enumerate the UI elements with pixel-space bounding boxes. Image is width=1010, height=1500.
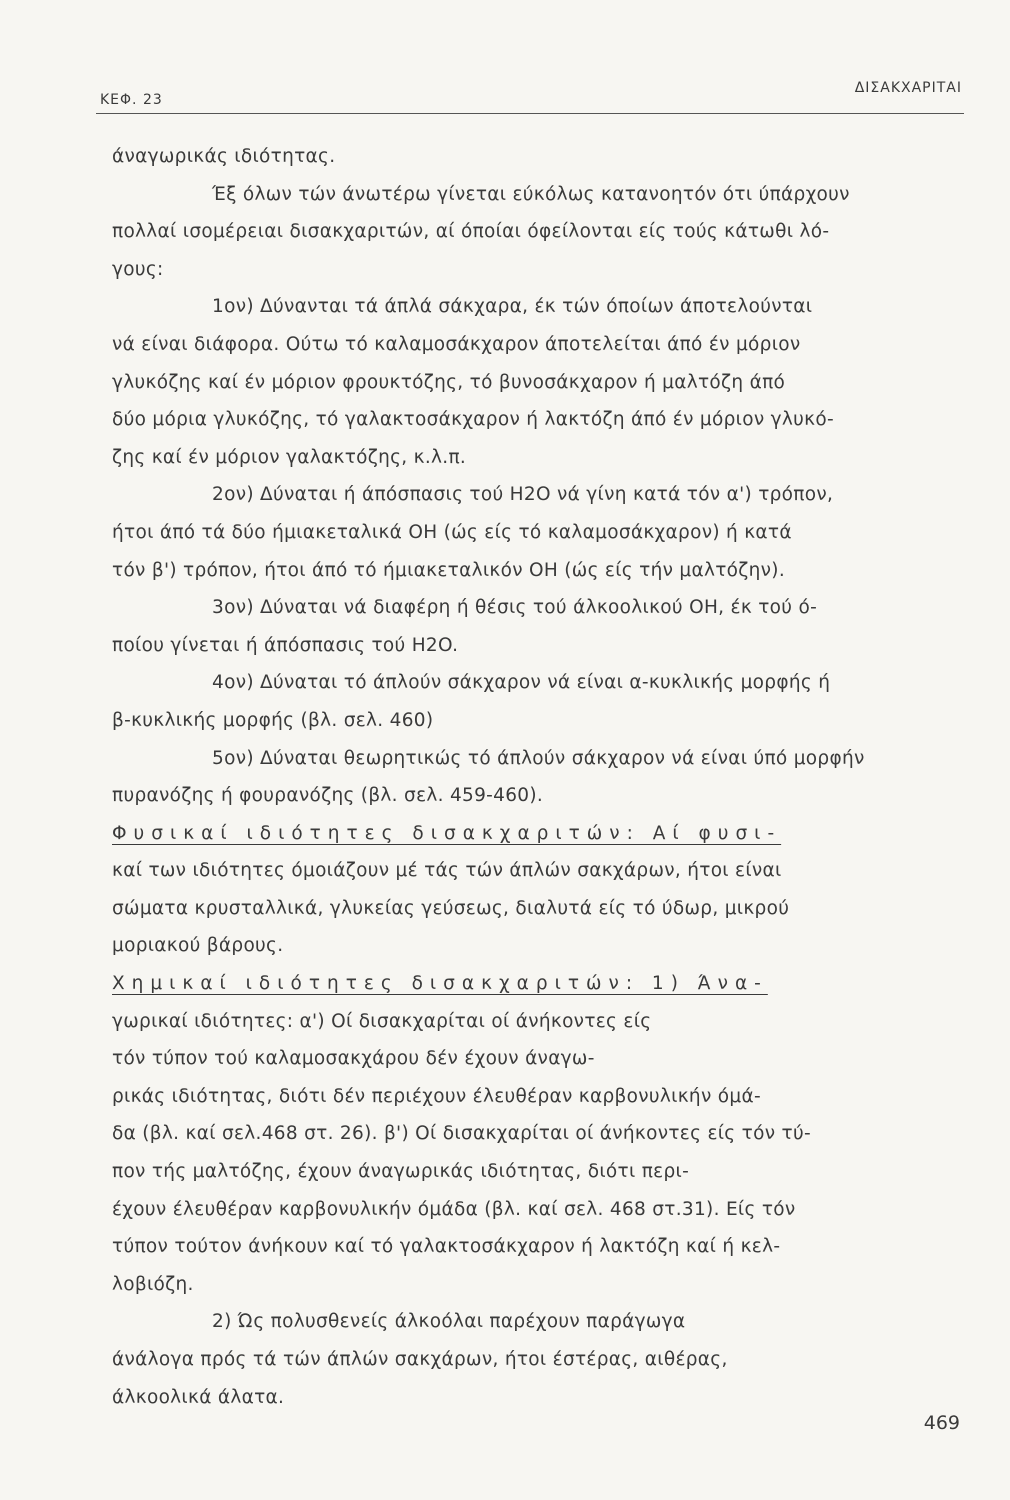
text-line: καί των ιδιότητες όμοιάζουν μέ τάς τών άπλών σακχάρων, ήτοι είναι: [112, 860, 782, 882]
text-line: άνάλογα πρός τά τών άπλών σακχάρων, ήτοι έστέρας, αιθέρας,: [112, 1349, 728, 1370]
text-line: ήτοι άπό τά δύο ήμιακεταλικά OH (ώς είς τό καλαμοσάκχαρον) ή κατά: [112, 521, 792, 543]
text-line: 4ον) Δύναται τό άπλούν σάκχαρον νά είναι α-κυκλικής μορφής ή: [212, 672, 831, 694]
text-line: γους:: [112, 258, 164, 280]
text-line: πυρανόζης ή φουρανόζης (βλ. σελ. 459-460).: [112, 785, 544, 807]
text-line: γλυκόζης καί έν μόριον φρουκτόζης, τό βυνοσάκχαρον ή μαλτόζη άπό: [112, 371, 786, 393]
text-line: άλκοολικά άλατα.: [112, 1386, 285, 1408]
text-line: νά είναι διάφορα. Ούτω τό καλαμοσάκχαρον άποτελείται άπό έν μόριον: [112, 333, 801, 355]
text-line: δύο μόρια γλυκόζης, τό γαλακτοσάκχαρον ή λακτόζη άπό έν μόριον γλυκό-: [112, 409, 834, 431]
text-line: 5ον) Δύναται θεωρητικώς τό άπλούν σάκχαρον νά είναι ύπό μορφήν: [212, 747, 865, 769]
text-line: ζης καί έν μόριον γαλακτόζης, κ.λ.π.: [112, 446, 467, 468]
text-line: γωρικαί ιδιότητες: α') Οί δισακχαρίται οί άνήκοντες είς: [112, 1010, 652, 1032]
text-line: τύπον τούτον άνήκουν καί τό γαλακτοσάκχαρον ή λακτόζη καί ή κελ-: [112, 1236, 781, 1258]
text-line: β-κυκλικής μορφής (βλ. σελ. 460): [112, 709, 434, 731]
text-line: Έξ όλων τών άνωτέρω γίνεται εύκόλως κατανοητόν ότι ύπάρχουν: [212, 183, 850, 205]
section-heading: Χημικαί ιδιότητες δισακχαριτών: 1) Άνα-: [112, 973, 768, 995]
text-line: τόν β') τρόπον, ήτοι άπό τό ήμιακεταλικόν OH (ώς είς τήν μαλτόζην).: [112, 559, 786, 581]
text-line: σώματα κρυσταλλικά, γλυκείας γεύσεως, διαλυτά είς τό ύδωρ, μικρού: [112, 897, 790, 919]
running-title: ΔΙΣΑΚΧΑΡΙΤΑΙ: [854, 80, 962, 96]
text-line: δα (βλ. καί σελ.468 στ. 26). β') Οί δισακχαρίται οί άνήκοντες είς τόν τύ-: [112, 1123, 811, 1145]
chapter-label: ΚΕΦ. 23: [100, 92, 163, 108]
page-number: 469: [923, 1412, 960, 1434]
text-line: άναγωρικάς ιδιότητας.: [112, 146, 336, 167]
text-line: λοβιόζη.: [112, 1273, 194, 1295]
text-line: 1ον) Δύνανται τά άπλά σάκχαρα, έκ τών όποίων άποτελούνται: [212, 296, 813, 318]
text-line: ποίου γίνεται ή άπόσπασις τού H2O.: [112, 634, 459, 656]
text-line: 2) Ώς πολυσθενείς άλκοόλαι παρέχουν παράγωγα: [212, 1311, 686, 1333]
text-line: πολλαί ισομέρειαι δισακχαριτών, αί όποίαι όφείλονται είς τούς κάτωθι λό-: [112, 221, 830, 243]
text-line: ρικάς ιδιότητας, διότι δέν περιέχουν έλευθέραν καρβονυλικήν όμά-: [112, 1085, 761, 1107]
text-line: μοριακού βάρους.: [112, 935, 284, 957]
text-line: πον τής μαλτόζης, έχουν άναγωρικάς ιδιότητας, διότι περι-: [112, 1161, 690, 1183]
text-line: 3ον) Δύναται νά διαφέρη ή θέσις τού άλκοολικού OH, έκ τού ό-: [212, 597, 818, 619]
text-line: έχουν έλευθέραν καρβονυλικήν όμάδα (βλ. καί σελ. 468 στ.31). Είς τόν: [112, 1198, 796, 1220]
text-line: 2ον) Δύναται ή άπόσπασις τού H2O νά γίνη κατά τόν α') τρόπον,: [212, 484, 834, 506]
text-line: τόν τύπον τού καλαμοσακχάρου δέν έχουν άναγω-: [112, 1048, 595, 1070]
page-body: [112, 138, 972, 1416]
section-heading: Φυσικαί ιδιότητες δισακχαριτών: Αί φυσι-: [112, 822, 782, 844]
header-rule: [96, 113, 964, 114]
